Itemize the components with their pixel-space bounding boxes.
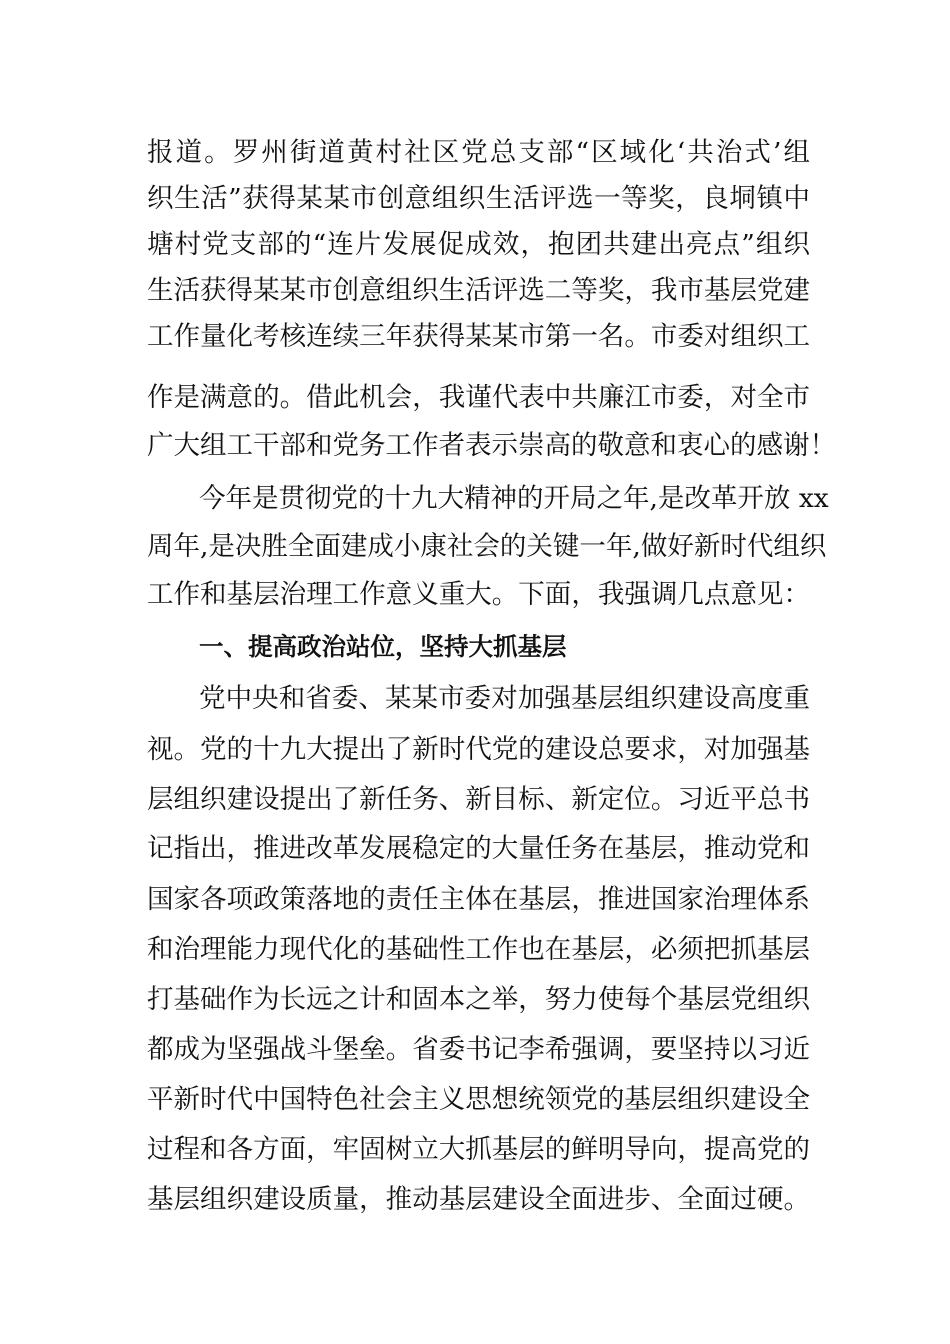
paragraph-3-line-11: 基层组织建设质量，推动基层建设全面进步、全面过硬。 [147, 1184, 810, 1215]
paragraph-3-line-5: 国家各项政策落地的责任主体在基层，推进国家治理体系 [147, 884, 810, 915]
paragraph-3-line-2: 视。党的十九大提出了新时代党的建设总要求，对加强基 [147, 734, 810, 765]
paragraph-3-line-10: 过程和各方面，牢固树立大抓基层的鲜明导向，提高党的 [147, 1134, 810, 1165]
paragraph-3-line-4: 记指出，推进改革发展稳定的大量任务在基层，推动党和 [147, 833, 810, 864]
paragraph-2-line-3: 工作和基层治理工作意义重大。下面，我强调几点意见： [147, 579, 810, 610]
paragraph-1-line-4: 生活获得某某市创意组织生活评选二等奖，我市基层党建 [147, 275, 810, 306]
paragraph-1-line-5: 工作量化考核连续三年获得某某市第一名。市委对组织工 [147, 321, 810, 352]
paragraph-3-line-3: 层组织建设提出了新任务、新目标、新定位。习近平总书 [147, 784, 810, 815]
paragraph-2-line-2: 周年,是决胜全面建成小康社会的关键一年,做好新时代组织 [147, 531, 827, 562]
paragraph-3-line-8: 都成为坚强战斗堡垒。省委书记李希强调，要坚持以习近 [147, 1034, 810, 1065]
paragraph-3-line-6: 和治理能力现代化的基础性工作也在基层，必须把抓基层 [147, 934, 810, 965]
paragraph-1-line-7: 广大组工干部和党务工作者表示崇高的敬意和衷心的感谢！ [147, 430, 836, 461]
paragraph-1-line-3: 塘村党支部的“连片发展促成效，抱团共建出亮点”组织 [147, 229, 810, 260]
paragraph-3-line-9: 平新时代中国特色社会主义思想统领党的基层组织建设全 [147, 1084, 810, 1115]
paragraph-1-line-2: 织生活”获得某某市创意组织生活评选一等奖，良垌镇中 [147, 183, 810, 214]
paragraph-2-line-1: 今年是贯彻党的十九大精神的开局之年,是改革开放 xx [199, 483, 829, 514]
paragraph-1-line-6: 作是满意的。借此机会，我谨代表中共廉江市委，对全市 [147, 382, 810, 413]
paragraph-1-line-1: 报道。罗州街道黄村社区党总支部“区域化‘共治式’组 [147, 137, 810, 168]
paragraph-3-line-1: 党中央和省委、某某市委对加强基层组织建设高度重 [199, 683, 810, 714]
section-heading: 一、提高政治站位，坚持大抓基层 [199, 632, 567, 661]
paragraph-3-line-7: 打基础作为长远之计和固本之举，努力使每个基层党组织 [147, 984, 810, 1015]
